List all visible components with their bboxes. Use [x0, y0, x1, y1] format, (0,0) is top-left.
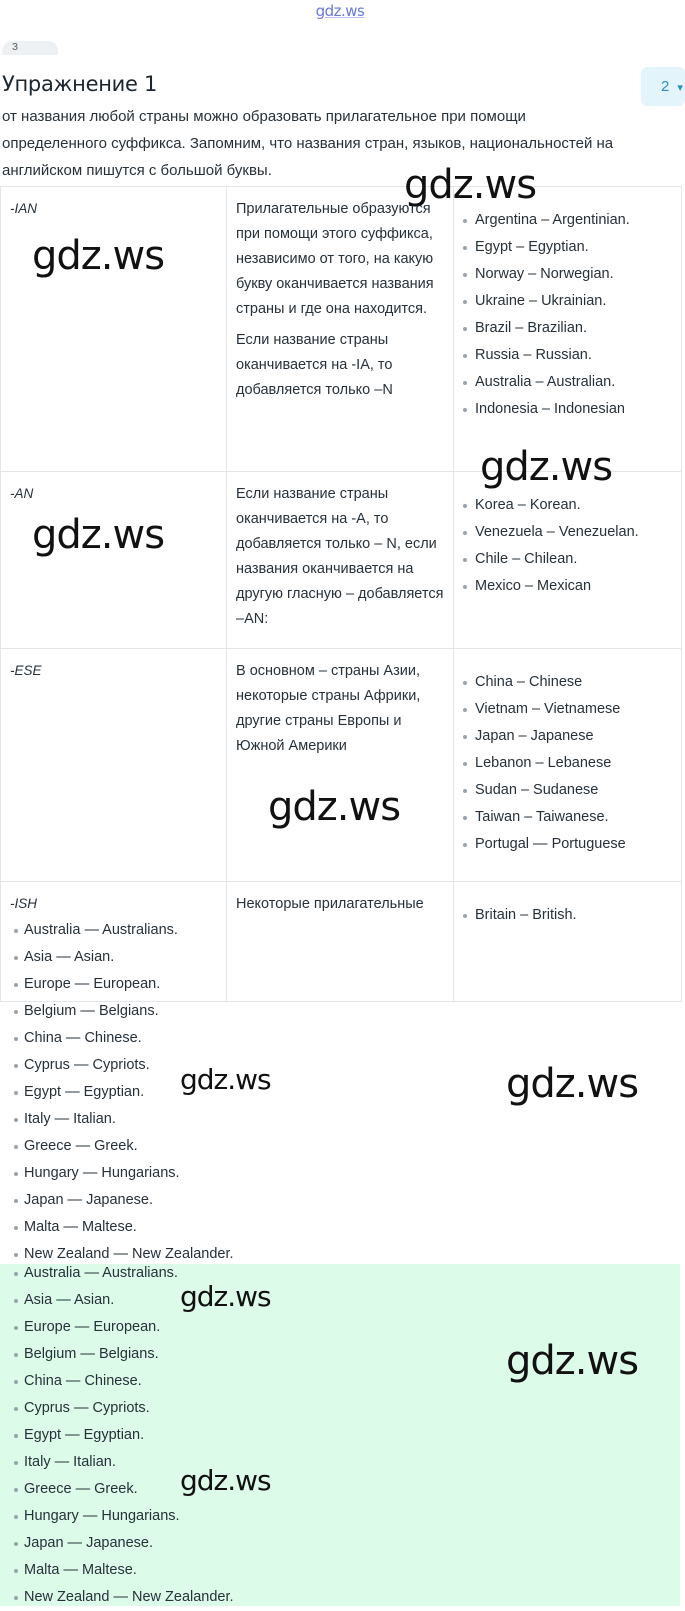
suffix-cell: -ISH — [1, 882, 227, 1002]
watermark: gdz.ws — [480, 444, 613, 490]
watermark: gdz.ws — [506, 1338, 639, 1384]
list-item: Italy — Italian. — [0, 1106, 680, 1133]
list-item: Malta — Maltese. — [0, 1557, 680, 1584]
list-item: Brazil – Brazilian. — [463, 315, 673, 342]
list-item: Portugal — Portuguese — [463, 831, 673, 858]
list-item: Belgium — Belgians. — [0, 1341, 680, 1368]
list-item: Cyprus — Cypriots. — [0, 1395, 680, 1422]
table-row — [1, 649, 682, 882]
list-item: Greece — Greek. — [0, 1476, 680, 1503]
list-item: Cyprus — Cypriots. — [0, 1052, 680, 1079]
description-cell — [227, 187, 454, 472]
suffix-cell: -ESE — [1, 649, 227, 882]
watermark: gdz.ws — [180, 1464, 271, 1497]
description-text: Если название страны оканчивается на -IA, то добавляется только –N — [236, 332, 393, 398]
list-item: Hungary — Hungarians. — [0, 1160, 680, 1187]
examples-cell — [454, 187, 682, 472]
exercise-title: Упражнение 1 — [2, 72, 158, 96]
list-item: Mexico – Mexican — [463, 573, 673, 600]
table-row — [1, 187, 682, 472]
examples-cell — [454, 649, 682, 882]
list-item: Australia — Australians. — [0, 917, 680, 944]
intro-text — [2, 108, 678, 186]
watermark: gdz.ws — [268, 784, 401, 830]
list-item: Egypt — Egyptian. — [0, 1079, 680, 1106]
list-item: Sudan – Sudanese — [463, 777, 673, 804]
description-cell — [227, 649, 454, 882]
list-item: Japan – Japanese — [463, 723, 673, 750]
list-item: Egypt — Egyptian. — [0, 1422, 680, 1449]
answer-list-highlighted — [0, 1264, 680, 1606]
list-item: Norway – Norwegian. — [463, 261, 673, 288]
list-item: Italy — Italian. — [0, 1449, 680, 1476]
list-item: China – Chinese — [463, 669, 673, 696]
list-item: Greece — Greek. — [0, 1133, 680, 1160]
chevron-down-icon: ▾ — [677, 82, 683, 94]
list-item: China — Chinese. — [0, 1025, 680, 1052]
list-item: Egypt – Egyptian. — [463, 234, 673, 261]
tab-chip[interactable]: З — [2, 41, 58, 55]
list-item: Europe — European. — [0, 971, 680, 998]
watermark: gdz.ws — [32, 233, 165, 279]
list-item: Korea – Korean. — [463, 492, 673, 519]
page-selector[interactable] — [641, 67, 685, 106]
list-item: Lebanon – Lebanese — [463, 750, 673, 777]
list-item: Indonesia – Indonesian — [463, 396, 673, 423]
page-selector-value: 2 — [661, 78, 670, 95]
examples-cell — [454, 472, 682, 649]
list-item: Malta — Maltese. — [0, 1214, 680, 1241]
list-item: Vietnam – Vietnamese — [463, 696, 673, 723]
list-item: Ukraine – Ukrainian. — [463, 288, 673, 315]
watermark: gdz.ws — [180, 1063, 271, 1096]
table-row — [1, 472, 682, 649]
list-item: Taiwan – Taiwanese. — [463, 804, 673, 831]
list-item: Asia — Asian. — [0, 1287, 680, 1314]
suffix-cell: -IAN — [1, 187, 227, 472]
watermark: gdz.ws — [32, 512, 165, 558]
list-item: Australia – Australian. — [463, 369, 673, 396]
list-item: Europe — European. — [0, 1314, 680, 1341]
site-logo[interactable]: gdz.ws — [315, 2, 365, 20]
list-item: Argentina – Argentinian. — [463, 207, 673, 234]
description-text: Некоторые прилагательные — [236, 896, 424, 912]
suffix-cell: -AN — [1, 472, 227, 649]
list-item: Japan — Japanese. — [0, 1187, 680, 1214]
list-item: Russia – Russian. — [463, 342, 673, 369]
list-item: New Zealand — New Zealander. — [0, 1241, 680, 1268]
description-text: Если название страны оканчивается на -A, то добавляется только – N, если названия оканчивается на другую гласную – добавляется –AN: — [236, 486, 444, 627]
list-item: Hungary — Hungarians. — [0, 1503, 680, 1530]
list-item: Chile – Chilean. — [463, 546, 673, 573]
watermark: gdz.ws — [506, 1061, 639, 1107]
list-item: Belgium — Belgians. — [0, 998, 680, 1025]
list-item: Australia — Australians. — [0, 1260, 680, 1287]
watermark: gdz.ws — [180, 1280, 271, 1313]
intro-line: определенного суффикса. Запомним, что названия стран, языков, национальностей на — [2, 135, 614, 152]
list-item: China — Chinese. — [0, 1368, 680, 1395]
description-text: В основном – страны Азии, некоторые страны Африки, другие страны Европы и Южной Америки — [236, 663, 421, 754]
watermark: gdz.ws — [404, 162, 537, 208]
intro-line: английском пишутся с большой буквы. — [2, 162, 272, 179]
list-item: Venezuela – Venezuelan. — [463, 519, 673, 546]
intro-line: от названия любой страны можно образовать прилагательное при помощи — [2, 108, 526, 125]
list-item: Asia — Asian. — [0, 944, 680, 971]
list-item: Japan — Japanese. — [0, 1530, 680, 1557]
description-text: Прилагательные образуются при помощи этого суффикса, независимо от того, на какую букву оканчивается названия страны и где она находится. — [236, 201, 434, 317]
list-item: Britain – British. — [463, 902, 673, 929]
description-cell — [227, 472, 454, 649]
list-item: New Zealand — New Zealander. — [0, 1584, 680, 1611]
